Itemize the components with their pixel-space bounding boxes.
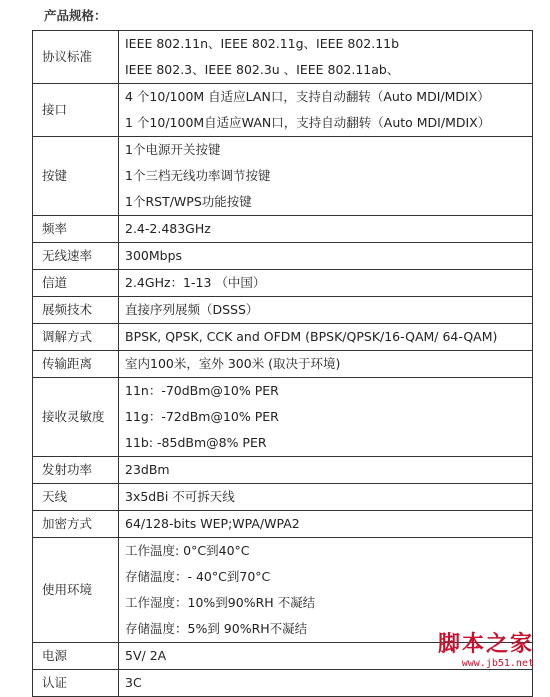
watermark-url: www.jb51.net — [461, 658, 534, 669]
spec-value-line: 23dBm — [125, 462, 170, 477]
spec-value-line: 3x5dBi 不可拆天线 — [125, 489, 235, 504]
spec-label: 天线 — [33, 484, 119, 511]
site-watermark — [438, 627, 534, 669]
spec-label: 接口 — [33, 84, 119, 137]
spec-row — [33, 670, 533, 697]
spec-row — [33, 324, 533, 351]
spec-value — [119, 484, 533, 511]
spec-value-line: 直接序列展频（DSSS） — [125, 302, 259, 317]
spec-label: 使用环境 — [33, 538, 119, 643]
spec-label: 认证 — [33, 670, 119, 697]
spec-value-line: 室内100米，室外 300米 (取决于环境) — [125, 356, 341, 371]
spec-label: 协议标准 — [33, 31, 119, 84]
spec-value — [119, 457, 533, 484]
spec-row — [33, 457, 533, 484]
watermark-logo: 脚本之家 — [437, 631, 534, 657]
spec-row — [33, 137, 533, 216]
spec-value-line: 11g：-72dBm@10% PER — [125, 409, 279, 424]
spec-value-line: 1个电源开关按键 — [125, 142, 221, 157]
spec-label: 无线速率 — [33, 243, 119, 270]
spec-label: 加密方式 — [33, 511, 119, 538]
spec-row — [33, 31, 533, 84]
spec-label: 传输距离 — [33, 351, 119, 378]
spec-value — [119, 351, 533, 378]
spec-row — [33, 351, 533, 378]
spec-value-line: IEEE 802.3、IEEE 802.3u 、IEEE 802.11ab、 — [125, 62, 400, 77]
spec-label: 频率 — [33, 216, 119, 243]
spec-label: 接收灵敏度 — [33, 378, 119, 457]
spec-value — [119, 324, 533, 351]
spec-value-line: 存储温度：5%到 90%RH不凝结 — [125, 621, 308, 636]
spec-value — [119, 511, 533, 538]
spec-row — [33, 216, 533, 243]
spec-table — [32, 30, 533, 697]
spec-row — [33, 297, 533, 324]
spec-row — [33, 484, 533, 511]
spec-value-line: 工作温度: 0°C到40°C — [125, 543, 250, 558]
spec-value-line: 2.4GHz：1-13 （中国） — [125, 275, 266, 290]
spec-value-line: BPSK, QPSK, CCK and OFDM (BPSK/QPSK/16-QAM/ 64-QAM) — [125, 329, 498, 344]
spec-row — [33, 511, 533, 538]
spec-label: 信道 — [33, 270, 119, 297]
spec-value — [119, 670, 533, 697]
spec-table-body — [33, 31, 533, 697]
spec-heading: 产品规格： — [44, 8, 107, 23]
spec-value-line: IEEE 802.11n、IEEE 802.11g、IEEE 802.11b — [125, 36, 400, 51]
spec-label: 调解方式 — [33, 324, 119, 351]
spec-value-line: 3C — [125, 675, 142, 690]
spec-value — [119, 297, 533, 324]
spec-row — [33, 84, 533, 137]
spec-value — [119, 270, 533, 297]
spec-value — [119, 31, 533, 84]
spec-value-line: 5V/ 2A — [125, 648, 167, 663]
spec-value-line: 11b: -85dBm@8% PER — [125, 435, 267, 450]
spec-value-line: 11n：-70dBm@10% PER — [125, 383, 279, 398]
spec-label: 电源 — [33, 643, 119, 670]
spec-label: 发射功率 — [33, 457, 119, 484]
spec-value — [119, 378, 533, 457]
spec-label: 展频技术 — [33, 297, 119, 324]
spec-value — [119, 84, 533, 137]
spec-value — [119, 243, 533, 270]
spec-value-line: 1个三档无线功率调节按键 — [125, 168, 271, 183]
spec-value-line: 4 个10/100M 自适应LAN口，支持自动翻转（Auto MDI/MDIX） — [125, 89, 490, 104]
spec-value — [119, 216, 533, 243]
spec-value-line: 工作湿度：10%到90%RH 不凝结 — [125, 595, 316, 610]
spec-value-line: 300Mbps — [125, 248, 183, 263]
spec-row — [33, 378, 533, 457]
spec-row — [33, 243, 533, 270]
spec-value-line: 1 个10/100M自适应WAN口，支持自动翻转（Auto MDI/MDIX） — [125, 115, 491, 130]
spec-value-line: 64/128-bits WEP;WPA/WPA2 — [125, 516, 300, 531]
spec-label: 按键 — [33, 137, 119, 216]
spec-value — [119, 137, 533, 216]
spec-value-line: 2.4-2.483GHz — [125, 221, 211, 236]
spec-value-line: 存储温度：- 40°C到70°C — [125, 569, 271, 584]
spec-value-line: 1个RST/WPS功能按键 — [125, 194, 252, 209]
spec-row — [33, 270, 533, 297]
